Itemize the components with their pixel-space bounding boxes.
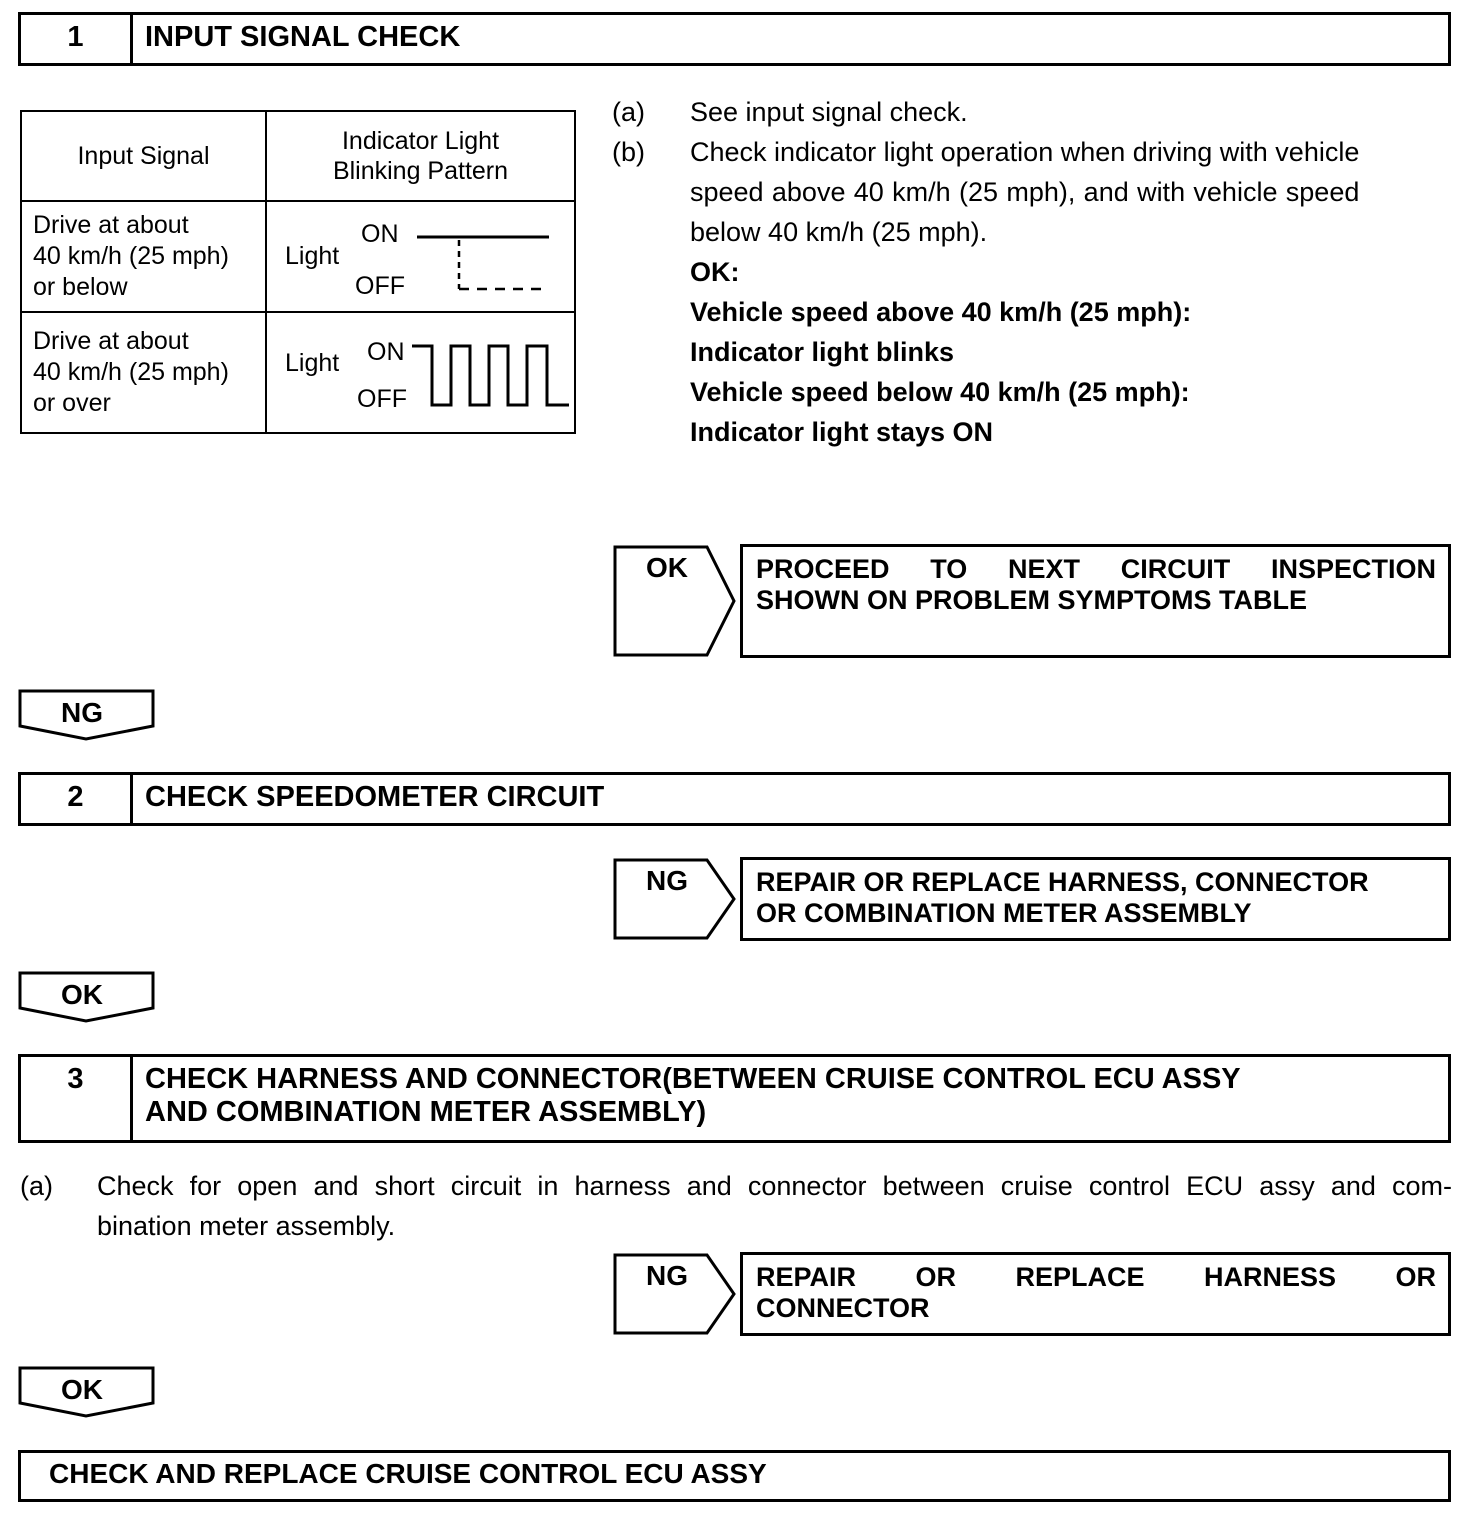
- step-1-ok-line1: PROCEED TO NEXT CIRCUIT INSPECTION: [756, 554, 1436, 584]
- step-3-ng-line2: CONNECTOR: [756, 1293, 930, 1323]
- step-1-ok-result: [740, 544, 1451, 658]
- step-2-ng-line1: REPAIR OR REPLACE HARNESS, CONNECTOR: [756, 867, 1369, 897]
- step-3-ng-arrow: [612, 1252, 738, 1336]
- step-1-instructions: [612, 92, 1452, 452]
- step-1-ok-line2: SHOWN ON PROBLEM SYMPTOMS TABLE: [756, 585, 1308, 615]
- ok-criteria-line3: Vehicle speed below 40 km/h (25 mph):: [690, 377, 1190, 407]
- step-1-number: 1: [21, 15, 133, 63]
- final-action-box: [18, 1450, 1451, 1502]
- input-signal-table: [20, 110, 576, 434]
- instruction-b: [612, 132, 1452, 252]
- instruction-a-mark: (a): [612, 97, 645, 127]
- ok-criteria-line4: Indicator light stays ON: [690, 417, 994, 447]
- ok-criteria-line1: Vehicle speed above 40 km/h (25 mph):: [690, 297, 1192, 327]
- row2-line3: or over: [33, 389, 111, 417]
- row2-off-label: OFF: [357, 385, 407, 413]
- step-3-number: 3: [21, 1057, 133, 1140]
- instruction-a-text: See input signal check.: [690, 97, 968, 127]
- steady-on-waveform: [267, 202, 575, 313]
- step-1-header: [18, 12, 1451, 66]
- row1-line3: or below: [33, 273, 128, 301]
- step-2-ng-arrow: [612, 857, 738, 941]
- step-3-title: [133, 1057, 1241, 1140]
- step-2-number: 2: [21, 775, 133, 823]
- step-2-header: [18, 772, 1451, 826]
- step-3-ng-label: NG: [646, 1260, 688, 1291]
- step-3-instruction-line2: bination meter assembly.: [97, 1211, 396, 1241]
- step-3-instruction-line1: Check for open and short circuit in harness and connector between cruise control ECU assy and com-: [97, 1171, 1452, 1201]
- step-1-ok-label: OK: [646, 552, 688, 583]
- step-3-instruction: [20, 1166, 1452, 1246]
- table-header-input-signal: [21, 111, 266, 201]
- step-2-ng-label: NG: [646, 865, 688, 896]
- table-row-over-signal: [21, 312, 266, 433]
- instruction-b-line1: Check indicator light operation when driving with vehicle: [690, 137, 1360, 167]
- row2-light-label: Light: [285, 349, 340, 377]
- table-row-below-pattern: [266, 201, 575, 312]
- step-1-ng-down-arrow: [18, 689, 156, 741]
- step-3-ok-label: OK: [61, 1374, 103, 1405]
- instruction-b-line2: speed above 40 km/h (25 mph), and with vehicle speed: [690, 177, 1360, 207]
- row1-off-label: OFF: [355, 272, 405, 300]
- instruction-a: [612, 92, 1452, 132]
- table-header-blinking-pattern: [266, 111, 575, 201]
- step-3-instruction-mark: (a): [20, 1171, 53, 1201]
- row2-line2: 40 km/h (25 mph): [33, 358, 229, 386]
- header-pattern-line1: Indicator Light: [341, 127, 500, 155]
- step-3-title-line1: CHECK HARNESS AND CONNECTOR(BETWEEN CRUISE CONTROL ECU ASSY: [145, 1063, 1241, 1095]
- table-row-below-signal: [21, 201, 266, 312]
- step-2-ng-result: [740, 857, 1451, 941]
- step-2-title: CHECK SPEEDOMETER CIRCUIT: [145, 781, 605, 813]
- ok-criteria-label: OK:: [690, 257, 740, 287]
- row1-line2: 40 km/h (25 mph): [33, 242, 229, 270]
- step-2-ng-line2: OR COMBINATION METER ASSEMBLY: [756, 898, 1252, 928]
- instruction-b-line3: below 40 km/h (25 mph).: [690, 217, 988, 247]
- step-3-ok-down-arrow: [18, 1366, 156, 1418]
- step-2-ok-label: OK: [61, 979, 103, 1010]
- ok-criteria-line2: Indicator light blinks: [690, 337, 955, 367]
- step-3-ng-line1: REPAIR OR REPLACE HARNESS OR: [756, 1262, 1436, 1292]
- row2-line1: Drive at about: [33, 327, 189, 355]
- header-input-label: Input Signal: [77, 142, 210, 170]
- step-3-title-line2: AND COMBINATION METER ASSEMBLY): [145, 1096, 707, 1128]
- row1-on-label: ON: [361, 220, 399, 248]
- step-1-ok-arrow: [612, 544, 738, 658]
- header-pattern-line2: Blinking Pattern: [332, 157, 509, 185]
- step-2-ok-down-arrow: [18, 971, 156, 1023]
- final-action-title: CHECK AND REPLACE CRUISE CONTROL ECU ASSY: [49, 1458, 767, 1489]
- step-1-title: INPUT SIGNAL CHECK: [145, 21, 461, 53]
- row1-line1: Drive at about: [33, 211, 189, 239]
- row2-on-label: ON: [367, 338, 405, 366]
- row1-light-label: Light: [285, 242, 340, 270]
- step-1-ng-label: NG: [61, 697, 103, 728]
- table-row-over-pattern: [266, 312, 575, 433]
- blinking-waveform: [267, 313, 575, 434]
- instruction-b-mark: (b): [612, 137, 645, 167]
- step-3-header: [18, 1054, 1451, 1143]
- step-3-ng-result: [740, 1252, 1451, 1336]
